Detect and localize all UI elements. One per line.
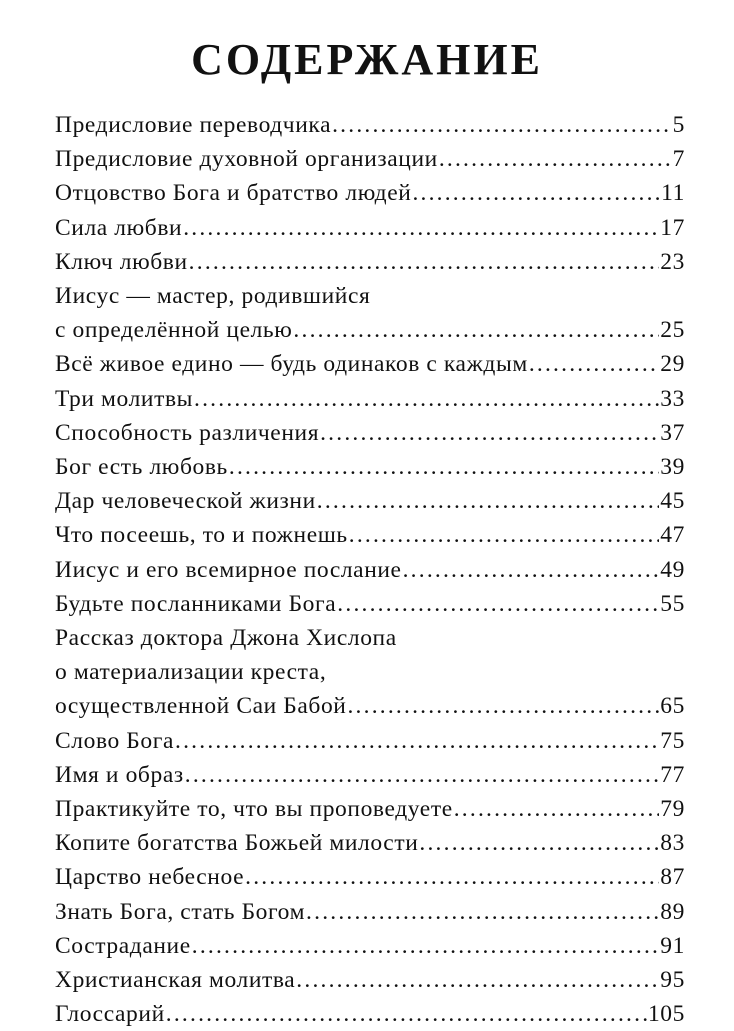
toc-entry-page-number: 91 [660, 932, 685, 959]
toc-entry-title: Будьте посланниками Бога [55, 590, 337, 617]
toc-entry [55, 142, 685, 176]
dot-leader [192, 929, 660, 963]
toc-entry-title: Дар человеческой жизни [55, 488, 316, 515]
toc-entry-page-number: 45 [660, 488, 685, 515]
toc-entry-page-number: 17 [660, 214, 685, 241]
toc-entry [55, 450, 685, 484]
toc-entry [55, 963, 685, 997]
dot-leader [332, 108, 672, 142]
toc-entry-title: осуществленной Саи Бабой [55, 693, 347, 720]
toc-entry-line [55, 826, 685, 860]
toc-entry-title: Способность различения [55, 419, 320, 446]
toc-entry-page-number: 33 [660, 385, 685, 412]
toc-entry [55, 621, 685, 724]
toc-entry-page-number: 11 [661, 180, 685, 207]
toc-entry-page-number: 47 [660, 522, 685, 549]
toc-entry-line [55, 211, 685, 245]
toc-entry [55, 826, 685, 860]
dot-leader [194, 382, 659, 416]
toc-entry-line [55, 176, 685, 210]
toc-entry-title: Иисус и его всемирное послание [55, 556, 402, 583]
page-title: СОДЕРЖАНИЕ [191, 35, 543, 84]
toc-entry-page-number: 87 [660, 864, 685, 891]
toc-entry-line [55, 587, 685, 621]
dot-leader [306, 895, 659, 929]
toc-entry-line [55, 484, 685, 518]
toc-entry [55, 279, 685, 347]
toc-entry-page-number: 7 [672, 146, 685, 173]
dot-leader [403, 553, 660, 587]
toc-entry-title-line: о материализации креста, [55, 659, 327, 686]
dot-leader [349, 518, 660, 552]
toc-entry [55, 211, 685, 245]
dot-leader [229, 450, 659, 484]
toc-entry [55, 758, 685, 792]
dot-leader [337, 587, 659, 621]
toc-entry-line [55, 313, 685, 347]
dot-leader [317, 484, 660, 518]
toc-entry-page-number: 65 [660, 693, 685, 720]
toc-entry-page-number: 95 [660, 967, 685, 994]
toc-entry-page-number: 105 [647, 1001, 685, 1028]
toc-entry-line [55, 724, 685, 758]
dot-leader [189, 245, 660, 279]
toc-entry [55, 929, 685, 963]
toc-entry-title: Что посеешь, то и пожнешь [55, 522, 348, 549]
toc-entry-title: Отцовство Бога и братство людей [55, 180, 412, 207]
toc-entry-title: Предисловие переводчика [55, 112, 332, 138]
toc-entry [55, 895, 685, 929]
dot-leader [293, 313, 659, 347]
toc-entry-title-line: Иисус — мастер, родившийся [55, 283, 371, 310]
toc-entry-line [55, 142, 685, 176]
toc-entry-line [55, 347, 685, 381]
toc-entry-line [55, 860, 685, 894]
toc-entry-title-line: Рассказ доктора Джона Хислопа [55, 625, 397, 652]
dot-leader [320, 416, 659, 450]
toc-entry [55, 792, 685, 826]
toc-entry-page-number: 89 [660, 898, 685, 925]
toc-entry [55, 724, 685, 758]
toc-entry-line [55, 758, 685, 792]
toc-entry-page-number: 37 [660, 419, 685, 446]
toc-entry-line [55, 929, 685, 963]
dot-leader [245, 860, 659, 894]
toc-entry [55, 484, 685, 518]
toc-entry-title: Слово Бога [55, 727, 175, 754]
dot-leader [529, 347, 659, 381]
dot-leader [175, 724, 659, 758]
toc-entry-page-number: 79 [660, 796, 685, 823]
toc-entry-page-number: 25 [660, 317, 685, 344]
toc-entry-line [55, 997, 685, 1031]
toc-entry-title: Царство небесное [55, 864, 245, 891]
toc-entry [55, 860, 685, 894]
toc-entry-title: Ключ любви [55, 248, 188, 275]
toc-entry-title: Имя и образ [55, 761, 184, 788]
dot-leader [185, 758, 660, 792]
toc-entry-line [55, 518, 685, 552]
toc-entry-title: Три молитвы [55, 385, 194, 412]
toc-entry-line [55, 963, 685, 997]
toc-entry [55, 416, 685, 450]
toc-entry-page-number: 55 [660, 590, 685, 617]
dot-leader [347, 689, 659, 723]
toc-entry-page-number: 23 [660, 248, 685, 275]
toc-entry-title: Предисловие духовной организации [55, 146, 438, 173]
toc-entry-line [55, 382, 685, 416]
toc-entry-page-number: 77 [660, 761, 685, 788]
toc-entry [55, 245, 685, 279]
toc-entry [55, 382, 685, 416]
toc-entry-page-number: 49 [660, 556, 685, 583]
toc-entry [55, 347, 685, 381]
toc-entry-page-number: 75 [660, 727, 685, 754]
dot-leader [296, 963, 659, 997]
dot-leader [166, 997, 647, 1031]
toc-entry-title: Копите богатства Божьей милости [55, 830, 419, 857]
toc-entry [55, 997, 685, 1031]
toc-entry-line [55, 245, 685, 279]
toc-entry-page-number: 83 [660, 830, 685, 857]
toc-entry [55, 553, 685, 587]
toc-entry-title: Христианская молитва [55, 967, 296, 994]
dot-leader [183, 211, 659, 245]
toc-entry [55, 518, 685, 552]
toc-entry [55, 108, 685, 142]
toc-entry-title: Глоссарий [55, 1001, 165, 1028]
toc-entry-page-number: 5 [672, 112, 685, 138]
toc-entry-title: с определённой целью [55, 317, 293, 344]
toc-entry-line [55, 416, 685, 450]
toc-entry-title: Сила любви [55, 214, 183, 241]
dot-leader [439, 142, 672, 176]
toc-entry-page-number: 39 [660, 454, 685, 481]
toc-entry-page-number: 29 [660, 351, 685, 378]
dot-leader [412, 176, 660, 210]
toc-entry [55, 587, 685, 621]
table-of-contents [55, 108, 685, 1031]
toc-entry-title: Сострадание [55, 932, 191, 959]
toc-entry-line [55, 553, 685, 587]
toc-entry-line [55, 450, 685, 484]
toc-entry-line [55, 792, 685, 826]
toc-entry-line [55, 689, 685, 723]
dot-leader [419, 826, 659, 860]
dot-leader [454, 792, 660, 826]
toc-entry-title: Бог есть любовь [55, 454, 228, 481]
toc-entry-title: Знать Бога, стать Богом [55, 898, 306, 925]
toc-entry [55, 176, 685, 210]
toc-entry-line [55, 108, 685, 142]
toc-entry-line [55, 895, 685, 929]
toc-entry-title: Всё живое едино — будь одинаков с каждым [55, 351, 528, 378]
toc-entry-title: Практикуйте то, что вы проповедуете [55, 796, 453, 823]
